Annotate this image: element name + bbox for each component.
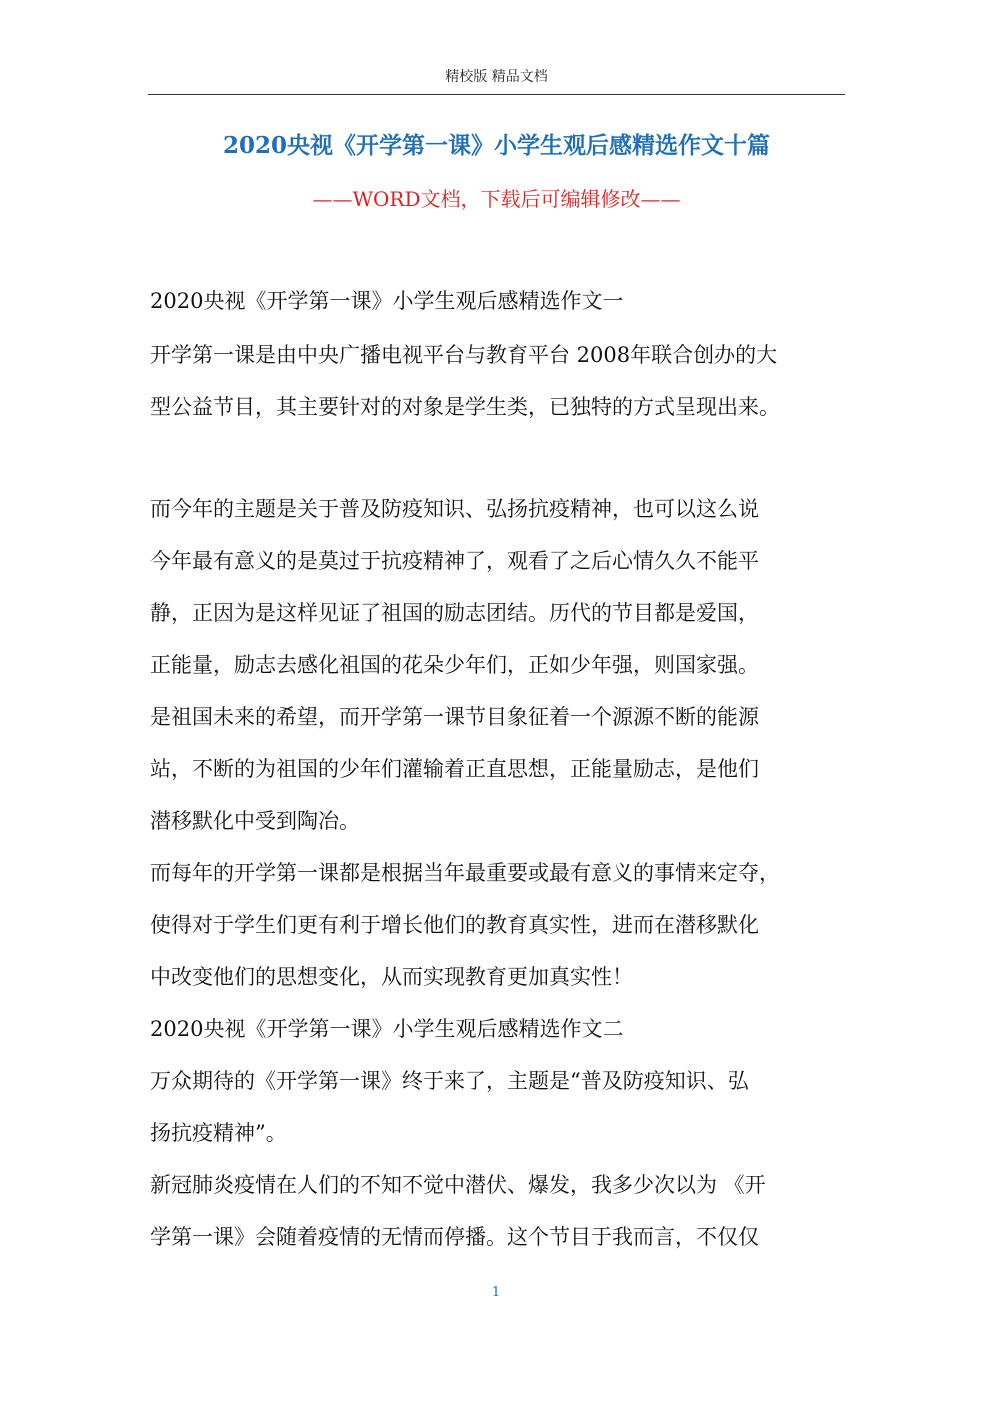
header-divider <box>148 94 845 95</box>
paragraph-line: 扬抗疫精神”。 <box>150 1121 287 1145</box>
paragraph-line: 而今年的主题是关于普及防疫知识、弘扬抗疫精神，也可以这么说 <box>150 497 759 521</box>
page-number: 1 <box>491 1285 501 1300</box>
document-subtitle: ——WORD文档，下载后可编辑修改—— <box>312 187 681 211</box>
document-title: 2020央视《开学第一课》小学生观后感精选作文十篇 <box>222 132 770 159</box>
paragraph-line: 万众期待的《开学第一课》终于来了，主题是“普及防疫知识、弘 <box>150 1069 749 1093</box>
paragraph-line: 站，不断的为祖国的少年们灌输着正直思想，正能量励志，是他们 <box>150 757 759 781</box>
page-header: 精校版 精品文档 <box>445 69 548 85</box>
paragraph-line: 静，正因为是这样见证了祖国的励志团结。历代的节目都是爱国， <box>150 601 759 625</box>
paragraph-line: 今年最有意义的是莫过于抗疫精神了，观看了之后心情久久不能平 <box>150 549 759 573</box>
paragraph-line: 使得对于学生们更有利于增长他们的教育真实性，进而在潜移默化 <box>150 913 759 937</box>
essay-heading-two: 2020央视《开学第一课》小学生观后感精选作文二 <box>150 1017 624 1041</box>
paragraph-line: 中改变他们的思想变化，从而实现教育更加真实性！ <box>150 965 633 989</box>
paragraph-line: 正能量，励志去感化祖国的花朵少年们，正如少年强，则国家强。 <box>150 653 759 677</box>
paragraph-line: 开学第一课是由中央广播电视平台与教育平台 2008年联合创办的大 <box>150 343 778 367</box>
essay-heading-one: 2020央视《开学第一课》小学生观后感精选作文一 <box>150 289 624 313</box>
paragraph-line: 学第一课》会随着疫情的无情而停播。这个节目于我而言，不仅仅 <box>150 1225 759 1249</box>
paragraph-line: 潜移默化中受到陶冶。 <box>150 809 360 833</box>
paragraph-line: 是祖国未来的希望，而开学第一课节目象征着一个源源不断的能源 <box>150 705 759 729</box>
paragraph-line: 新冠肺炎疫情在人们的不知不觉中潜伏、爆发，我多少次以为 《开 <box>150 1173 766 1197</box>
paragraph-line: 而每年的开学第一课都是根据当年最重要或最有意义的事情来定夺， <box>150 861 780 885</box>
paragraph-line: 型公益节目，其主要针对的对象是学生类，已独特的方式呈现出来。 <box>150 395 780 419</box>
